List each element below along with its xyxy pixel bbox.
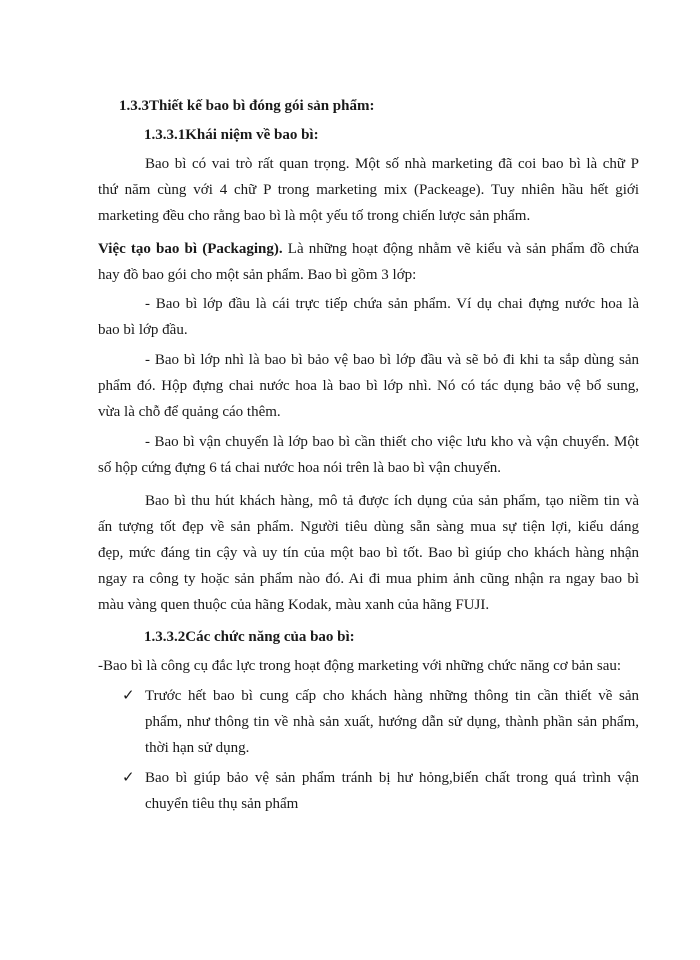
layer1-line1: - Bao bì lớp đầu là cái trực tiếp chứa sản phẩm. Ví dụ chai đựng nước hoa là — [145, 296, 639, 312]
layer3-line1: - Bao bì vận chuyển là lớp bao bì cần thiết cho việc lưu kho và vận chuyển. Một — [145, 434, 639, 450]
para2-line1 — [98, 239, 639, 259]
para1-line3: marketing đều cho rằng bao bì là một yếu tố trong chiến lược sản phẩm. — [98, 208, 531, 224]
para1-line1: Bao bì có vai trò rất quan trọng. Một số nhà marketing đã coi bao bì là chữ P — [145, 156, 639, 172]
heading-1-3-3: 1.3.3Thiết kế bao bì đóng gói sản phẩm: — [119, 98, 375, 114]
para3-line3: đẹp, mức đáng tin cậy và uy tín của một bao bì tốt. Bao bì giúp cho khách hàng nhận — [98, 545, 639, 561]
bullet1-line1: Trước hết bao bì cung cấp cho khách hàng những thông tin cần thiết về sản — [145, 688, 639, 704]
layer3-line2: số hộp cứng đựng 6 tá chai nước hoa nói trên là bao bì vận chuyển. — [98, 460, 502, 476]
para2-line2: hay đồ bao gói cho một sản phẩm. Bao bì gồm 3 lớp: — [98, 267, 417, 283]
checkmark-icon: ✓ — [122, 688, 135, 704]
para3-line4: ngay ra công ty hoặc sản phẩm nào đó. Ai đi mua phim ảnh cũng nhận ra ngay bao bì — [98, 571, 639, 587]
bullet2-line1: Bao bì giúp bảo vệ sản phẩm tránh bị hư hỏng,biến chất trong quá trình vận — [145, 770, 639, 786]
layer2-line2: phẩm đó. Hộp đựng chai nước hoa là bao bì lớp nhì. Nó có tác dụng bảo vệ bổ sung, — [98, 378, 639, 394]
functions-intro: -Bao bì là công cụ đắc lực trong hoạt động marketing với những chức năng cơ bản sau: — [98, 658, 622, 674]
layer2-line1: - Bao bì lớp nhì là bao bì bảo vệ bao bì lớp đầu và sẽ bỏ đi khi ta sắp dùng sản — [145, 352, 639, 368]
bullet2-line2: chuyển tiêu thụ sản phẩm — [145, 796, 299, 812]
heading-1-3-3-2: 1.3.3.2Các chức năng của bao bì: — [144, 629, 355, 645]
para3-line1: Bao bì thu hút khách hàng, mô tả được ích dụng của sản phẩm, tạo niềm tin và — [145, 493, 639, 509]
packaging-definition: Là những hoạt động nhằm vẽ kiểu và sản phẩm đồ chứa — [282, 241, 639, 257]
bullet1-line3: thời hạn sử dụng. — [145, 740, 250, 756]
packaging-term: Việc tạo bao bì (Packaging). — [98, 241, 283, 257]
bullet1-line2: phẩm, như thông tin về nhà sản xuất, hướng dẫn sử dụng, thành phần sản phẩm, — [145, 714, 639, 730]
heading-1-3-3-1: 1.3.3.1Khái niệm về bao bì: — [144, 127, 319, 143]
layer2-line3: vừa là chỗ để quảng cáo thêm. — [98, 404, 281, 420]
layer1-line2: bao bì lớp đầu. — [98, 322, 188, 338]
para1-line2: thứ năm cùng với 4 chữ P trong marketing mix (Packeage). Tuy nhiên hầu hết giới — [98, 182, 639, 198]
para3-line5: màu vàng quen thuộc của hãng Kodak, màu xanh của hãng FUJI. — [98, 597, 490, 613]
para3-line2: ấn tượng tốt đẹp về sản phẩm. Người tiêu dùng sẵn sàng mua sự tiện lợi, kiểu dáng — [98, 519, 639, 535]
checkmark-icon: ✓ — [122, 770, 135, 786]
